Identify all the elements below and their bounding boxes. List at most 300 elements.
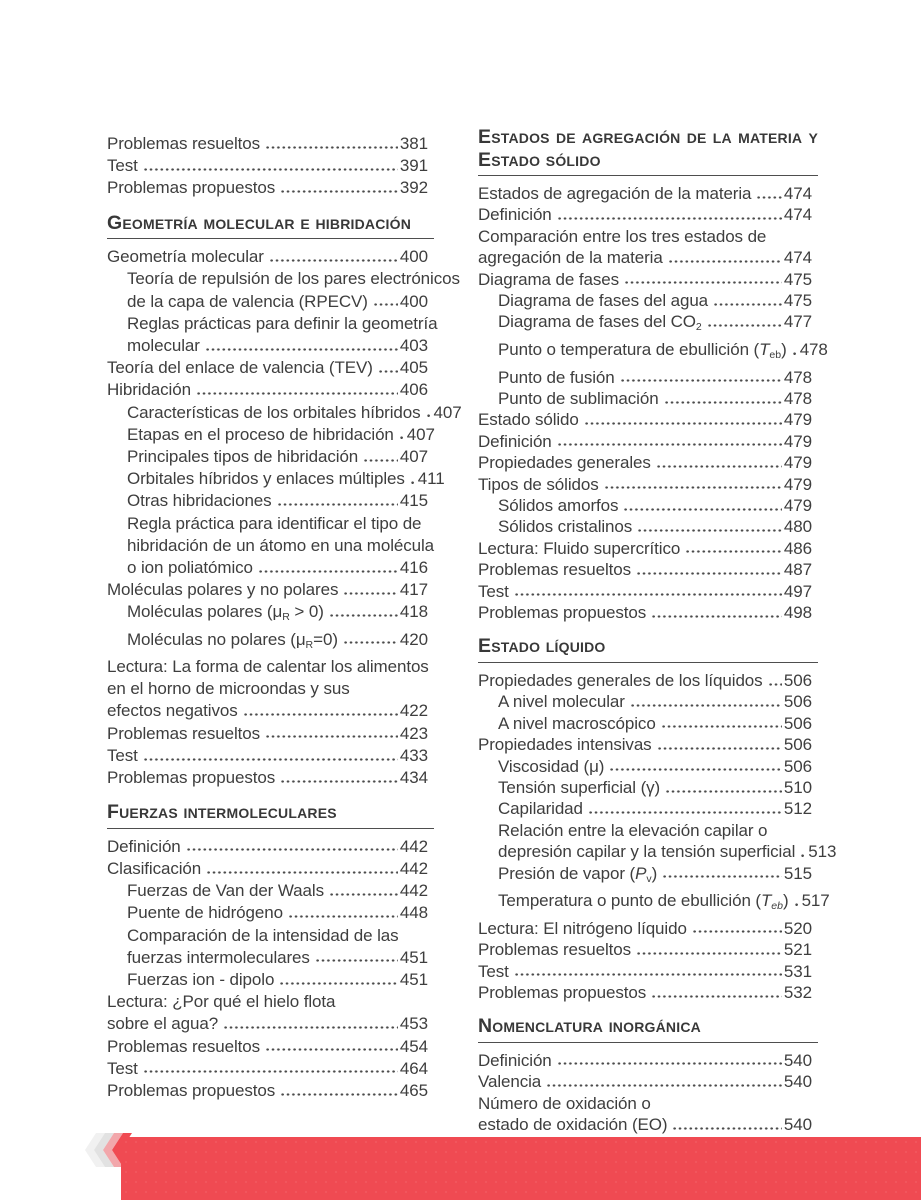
entry-text: Lectura: El nitrógeno líquido	[478, 918, 687, 938]
toc-entry-line	[107, 700, 434, 722]
toc-entry-line	[478, 841, 837, 862]
section-underline	[478, 1042, 818, 1043]
toc-entry-line	[478, 734, 818, 755]
page-number: 407	[406, 424, 435, 444]
entry-text: Presión de vapor $(P_v)$	[498, 863, 658, 885]
entry-text: Problemas resueltos	[107, 723, 261, 743]
page-number: 512	[783, 799, 812, 819]
toc-entry-line	[107, 291, 434, 313]
page-number: 486	[783, 538, 812, 558]
dot-leader	[651, 997, 782, 998]
page-number: 506	[783, 670, 812, 690]
dot-leader	[662, 878, 782, 879]
page-number: 451	[399, 947, 428, 967]
dot-leader	[378, 372, 398, 373]
dot-leader	[143, 760, 398, 761]
page-number: 381	[399, 134, 428, 153]
dot-leader	[792, 354, 798, 355]
toc-entry-line	[478, 431, 818, 452]
dot-leader	[363, 461, 398, 462]
toc-entry-line	[107, 1036, 434, 1058]
toc-entry-line	[107, 947, 434, 969]
dot-leader	[668, 262, 782, 263]
entry-text: Problemas propuestos	[107, 768, 276, 788]
toc-section	[478, 126, 828, 623]
dot-leader	[630, 706, 782, 707]
toc-entry-line	[107, 991, 434, 1013]
entry-text: Moléculas no polares $(\mu_R=0)$	[127, 629, 338, 651]
toc-entry-line	[478, 269, 818, 290]
dot-leader	[665, 792, 782, 793]
toc-entry-line	[107, 678, 434, 700]
toc-entry-line	[478, 339, 828, 367]
toc-entry-line	[107, 268, 460, 290]
page-number: 403	[399, 335, 428, 355]
dot-leader	[243, 715, 398, 716]
toc-entry-line	[478, 1050, 818, 1071]
dot-leader	[265, 738, 398, 739]
toc-entry-line	[478, 918, 818, 939]
page-number: 465	[399, 1081, 428, 1101]
page-number: 477	[783, 312, 812, 332]
section-title-line: Nomenclatura inorgánica	[478, 1015, 701, 1038]
entry-text: estado de oxidación (EO)	[478, 1115, 668, 1135]
entry-text: Propiedades generales	[478, 453, 651, 473]
entry-text: hibridación de un átomo en una molécula	[127, 535, 435, 555]
dot-leader	[186, 851, 398, 852]
toc-entries	[478, 1050, 818, 1136]
toc-column-left	[107, 126, 462, 1102]
toc-entry-line	[107, 424, 434, 446]
entry-text: Fuerzas ion - dipolo	[127, 970, 275, 990]
entry-text: Otras hibridaciones	[127, 491, 272, 511]
entry-text: Problemas propuestos	[107, 1081, 276, 1101]
section-title-line: Estado líquido	[478, 635, 606, 658]
toc-section	[107, 133, 434, 200]
entry-text: Estado sólido	[478, 410, 579, 430]
page-number: 407	[433, 402, 462, 422]
page-number: 532	[783, 982, 812, 1002]
page-number: 480	[783, 517, 812, 537]
dot-leader	[661, 728, 782, 729]
page-number: 474	[783, 205, 812, 225]
page-number: 423	[399, 723, 428, 743]
page-number: 418	[399, 602, 428, 622]
page-number: 540	[783, 1050, 812, 1070]
page-number: 520	[783, 918, 812, 938]
toc-entry-line	[478, 204, 818, 225]
entry-text: Test	[107, 745, 138, 765]
toc-entry-line	[107, 379, 434, 401]
toc-entry-line	[478, 495, 818, 516]
entry-text: en el horno de microondas y sus	[107, 679, 350, 699]
entry-text: Problemas resueltos	[478, 940, 632, 960]
page-number: 400	[399, 291, 428, 311]
toc-entry-line	[478, 820, 818, 841]
page-number: 475	[783, 291, 812, 311]
toc-entry-line	[107, 335, 434, 357]
dot-leader	[277, 505, 398, 506]
entry-text: Teoría del enlace de valencia (TEV)	[107, 358, 373, 378]
page-number: 411	[417, 469, 445, 489]
entry-text: Comparación de la intensidad de las	[127, 925, 399, 945]
section-underline	[107, 238, 434, 239]
toc-entry-line	[478, 756, 818, 777]
dot-leader	[672, 1129, 781, 1130]
page-number: 478	[799, 340, 828, 359]
dot-leader	[373, 306, 398, 307]
entry-text: Test	[107, 156, 138, 176]
entry-text: Punto de fusión	[498, 367, 615, 387]
entry-text: Propiedades intensivas	[478, 735, 652, 755]
toc-entry-line	[107, 313, 438, 335]
section-title	[478, 126, 818, 171]
entry-text: fuerzas intermoleculares	[127, 947, 310, 967]
page-number: 464	[399, 1058, 428, 1078]
entry-text: Tipos de sólidos	[478, 474, 599, 494]
dot-leader	[206, 873, 398, 874]
page-number: 517	[801, 891, 830, 911]
toc-entry-line	[478, 1093, 818, 1114]
entry-text: Puente de hidrógeno	[127, 903, 283, 923]
toc-entry-line	[107, 601, 434, 628]
entry-text: Temperatura o punto de ebullición $(T_{eb})$	[498, 891, 789, 913]
entry-text: Estados de agregación de la materia	[478, 184, 752, 203]
entry-text: Tensión superficial (γ)	[498, 777, 661, 797]
entry-text: Hibridación	[107, 380, 191, 400]
page-number: 474	[783, 248, 812, 268]
page-number: 506	[783, 692, 812, 712]
toc-entry-line	[107, 1080, 434, 1102]
dot-leader	[584, 424, 782, 425]
page-number: 405	[399, 358, 428, 378]
entry-text: Fuerzas de Van der Waals	[127, 881, 324, 901]
entry-text: Comparación entre los tres estados de	[478, 226, 767, 246]
page-number: 506	[783, 756, 812, 776]
dot-leader	[288, 917, 398, 918]
page-number: 479	[783, 453, 812, 473]
entry-text: Propiedades generales de los líquidos	[478, 670, 763, 690]
entry-text: Sólidos amorfos	[498, 496, 619, 515]
page-number: 513	[808, 842, 837, 862]
entry-text: Problemas propuestos	[478, 603, 647, 623]
page-number: 416	[399, 557, 428, 577]
page-number: 515	[783, 863, 812, 883]
toc-section	[478, 635, 837, 1003]
page-number: 479	[783, 410, 812, 430]
toc-entry-line	[478, 670, 818, 691]
entry-text: Geometría molecular	[107, 247, 264, 267]
toc-entry-line	[478, 247, 818, 268]
dot-leader	[265, 1051, 398, 1052]
dot-leader	[636, 574, 782, 575]
section-title	[478, 1015, 818, 1038]
toc-entry-line	[478, 538, 818, 559]
dot-leader	[205, 350, 398, 351]
toc-entry-line	[107, 629, 434, 656]
entry-text: Reglas prácticas para definir la geometría	[127, 313, 438, 333]
toc-entry-line	[478, 452, 818, 473]
toc-entry-line	[478, 863, 818, 891]
dot-leader	[800, 856, 806, 857]
page-number: 497	[783, 581, 812, 601]
entry-text: Capilaridad	[498, 799, 583, 819]
dot-leader	[279, 984, 398, 985]
entry-text: Clasificación	[107, 859, 202, 878]
entry-text: Problemas propuestos	[107, 178, 276, 198]
page-number: 407	[399, 446, 428, 466]
page-number: 453	[399, 1014, 428, 1034]
toc-entry-line	[107, 836, 434, 858]
dot-leader	[329, 895, 398, 896]
dot-leader	[265, 148, 398, 149]
page-number: 442	[399, 836, 428, 856]
entry-text: Lectura: Fluido supercrítico	[478, 538, 681, 558]
toc-entries	[107, 246, 462, 789]
page-number: 434	[399, 768, 428, 788]
dot-leader	[410, 483, 416, 484]
dot-leader	[620, 382, 782, 383]
toc-entry-line	[107, 402, 462, 424]
entry-text: Problemas resueltos	[478, 560, 632, 580]
page-number: 478	[783, 388, 812, 408]
page-number: 420	[399, 629, 428, 649]
page-number: 510	[783, 777, 812, 797]
dot-leader	[196, 394, 398, 395]
dot-leader	[685, 553, 782, 554]
page-number: 433	[399, 745, 428, 765]
entry-text: Definición	[107, 836, 181, 856]
dot-leader	[343, 644, 398, 645]
dot-leader	[624, 284, 782, 285]
entry-text: Sólidos cristalinos	[498, 517, 633, 537]
entry-text: Número de oxidación o	[478, 1093, 651, 1113]
toc-entry-line	[478, 516, 818, 537]
dot-leader	[514, 596, 782, 597]
page-number: 498	[783, 603, 812, 623]
toc-entry-line	[107, 490, 434, 512]
toc-entry-line	[478, 183, 818, 204]
section-underline	[107, 828, 434, 829]
toc-entry-line	[478, 474, 818, 495]
entry-text: Problemas resueltos	[107, 1036, 261, 1056]
page-number: 487	[783, 560, 812, 580]
entry-text: de la capa de valencia (RPECV)	[127, 291, 368, 311]
dot-leader	[280, 782, 398, 783]
toc-entry-line	[107, 925, 434, 947]
toc-entry-line	[478, 713, 818, 734]
dot-leader	[343, 594, 398, 595]
toc-entry-line	[478, 1071, 818, 1092]
dot-leader	[756, 198, 782, 199]
entry-text: Definición	[478, 1050, 552, 1070]
toc-entry-line	[107, 133, 434, 155]
dot-leader	[329, 616, 398, 617]
page-number: 479	[783, 431, 812, 451]
dot-leader	[514, 976, 782, 977]
toc-entry-line	[107, 177, 434, 199]
dot-leader	[713, 305, 782, 306]
toc-entry-line	[478, 1114, 818, 1135]
entry-text: Diagrama de fases del $CO_2$	[498, 312, 702, 334]
page-number: 442	[399, 881, 428, 901]
entry-text: Teoría de repulsión de los pares electrónicos	[127, 269, 460, 289]
toc-entry-line	[478, 226, 818, 247]
entry-text: Diagrama de fases del agua	[498, 291, 709, 311]
page-number: 540	[783, 1072, 812, 1092]
section-title-line: Estado sólido	[478, 148, 601, 171]
toc-entry-line	[107, 656, 434, 678]
dot-leader	[636, 954, 782, 955]
dot-leader	[557, 219, 782, 220]
toc-entry-line	[107, 579, 434, 601]
entry-text: Viscosidad (μ)	[498, 756, 605, 776]
entry-text: efectos negativos	[107, 701, 238, 721]
toc-entries	[107, 836, 434, 1102]
dot-leader	[143, 170, 398, 171]
toc-entries	[478, 183, 828, 623]
toc-entry-line	[107, 1013, 434, 1035]
page-number: 475	[783, 269, 812, 289]
entry-text: Punto o temperatura de ebullición $(T_{eb})$	[498, 340, 787, 362]
dot-leader	[426, 417, 432, 418]
toc-entry-line	[107, 446, 434, 468]
toc-entry-line	[107, 902, 434, 924]
dot-leader	[223, 1028, 398, 1029]
toc-column-right	[478, 126, 837, 1135]
dot-leader	[637, 531, 782, 532]
dot-leader	[280, 1095, 398, 1096]
dot-leader	[604, 489, 782, 490]
toc-entry-line	[478, 691, 818, 712]
entry-text: depresión capilar y la tensión superficial	[498, 842, 796, 862]
toc-entry-line	[478, 581, 818, 602]
toc-entry-line	[478, 409, 818, 430]
entry-text: Definición	[478, 431, 552, 451]
entry-text: Problemas propuestos	[478, 982, 647, 1002]
page-number: 448	[399, 903, 428, 923]
toc-entry-line	[107, 969, 434, 991]
dot-leader	[768, 685, 782, 686]
toc-entry-line	[107, 557, 434, 579]
toc-entries	[107, 133, 434, 200]
page-number: 392	[399, 178, 428, 198]
dot-leader	[609, 771, 782, 772]
toc-entry-line	[478, 890, 830, 918]
toc-entry-line	[107, 745, 434, 767]
dot-leader	[557, 446, 782, 447]
dot-leader	[692, 933, 782, 934]
dot-leader	[623, 510, 782, 511]
page-number: 454	[399, 1036, 428, 1056]
section-title	[107, 212, 434, 235]
dot-leader	[794, 905, 800, 906]
entry-text: Problemas resueltos	[107, 134, 261, 153]
toc-section	[107, 801, 434, 1102]
toc-entry-line	[478, 602, 818, 623]
toc-section	[107, 211, 462, 790]
entry-text: Test	[478, 581, 509, 601]
dot-leader	[588, 813, 782, 814]
toc-entry-line	[478, 982, 818, 1003]
toc-entry-line	[107, 535, 434, 557]
dot-leader	[656, 467, 782, 468]
page-number: 521	[783, 940, 812, 960]
section-underline	[478, 662, 818, 663]
toc-entry-line	[107, 767, 434, 789]
toc-entry-line	[478, 777, 818, 798]
section-title	[478, 635, 818, 658]
entry-text: Regla práctica para identificar el tipo de	[127, 513, 422, 533]
entry-text: Moléculas polares $(\mu_R > 0)$	[127, 602, 324, 624]
toc-entry-line	[107, 880, 434, 902]
toc-entry-line	[107, 468, 445, 490]
page-number: 479	[783, 496, 812, 515]
toc-entry-line	[478, 290, 818, 311]
toc-entry-line	[107, 1058, 434, 1080]
entry-text: molecular	[127, 335, 200, 355]
section-title-line: Estados de agregación de la materia y	[478, 126, 818, 148]
toc-entry-line	[478, 388, 818, 409]
page-number: 417	[399, 580, 428, 600]
dot-leader	[280, 192, 398, 193]
entry-text: Moléculas polares y no polares	[107, 580, 339, 600]
dot-leader	[657, 749, 782, 750]
page-number: 474	[783, 184, 812, 203]
dot-leader	[258, 572, 398, 573]
section-title-line: Fuerzas intermoleculares	[107, 801, 337, 824]
toc-entry-line	[478, 939, 818, 960]
page-number: 415	[399, 491, 428, 511]
page-number: 540	[783, 1115, 812, 1135]
entry-text: A nivel macroscópico	[498, 713, 656, 733]
toc-entry-line	[107, 246, 434, 268]
dot-leader	[651, 617, 782, 618]
entry-text: Punto de sublimación	[498, 388, 659, 408]
toc-section	[478, 1015, 818, 1135]
page-number: 442	[399, 859, 428, 878]
entry-text: Relación entre la elevación capilar o	[498, 820, 768, 840]
dot-leader	[557, 1065, 782, 1066]
entry-text: Orbitales híbridos y enlaces múltiples	[127, 469, 405, 489]
dot-leader	[269, 261, 398, 262]
footer-red-bar	[121, 1137, 921, 1200]
dot-leader	[315, 962, 398, 963]
dot-leader	[664, 403, 782, 404]
entry-text: Principales tipos de hibridación	[127, 446, 359, 466]
toc-entry-line	[478, 559, 818, 580]
dot-leader	[399, 439, 405, 440]
toc-entry-line	[107, 723, 434, 745]
toc-entry-line	[107, 858, 434, 880]
page-number: 478	[783, 367, 812, 387]
page-number: 406	[399, 380, 428, 400]
dot-leader	[143, 1073, 398, 1074]
entry-text: Test	[107, 1058, 138, 1078]
dot-leader	[546, 1086, 782, 1087]
toc-entry-line	[107, 357, 434, 379]
entry-text: agregación de la materia	[478, 248, 663, 268]
section-underline	[478, 175, 818, 176]
page-number: 391	[399, 156, 428, 176]
section-title-line: Geometría molecular e hibridación	[107, 211, 412, 234]
section-title	[107, 801, 434, 824]
entry-text: Lectura: La forma de calentar los alimentos	[107, 657, 429, 677]
page-number: 479	[783, 474, 812, 494]
entry-text: Etapas en el proceso de hibridación	[127, 424, 394, 444]
dot-leader	[707, 326, 782, 327]
page-number: 422	[399, 701, 428, 721]
